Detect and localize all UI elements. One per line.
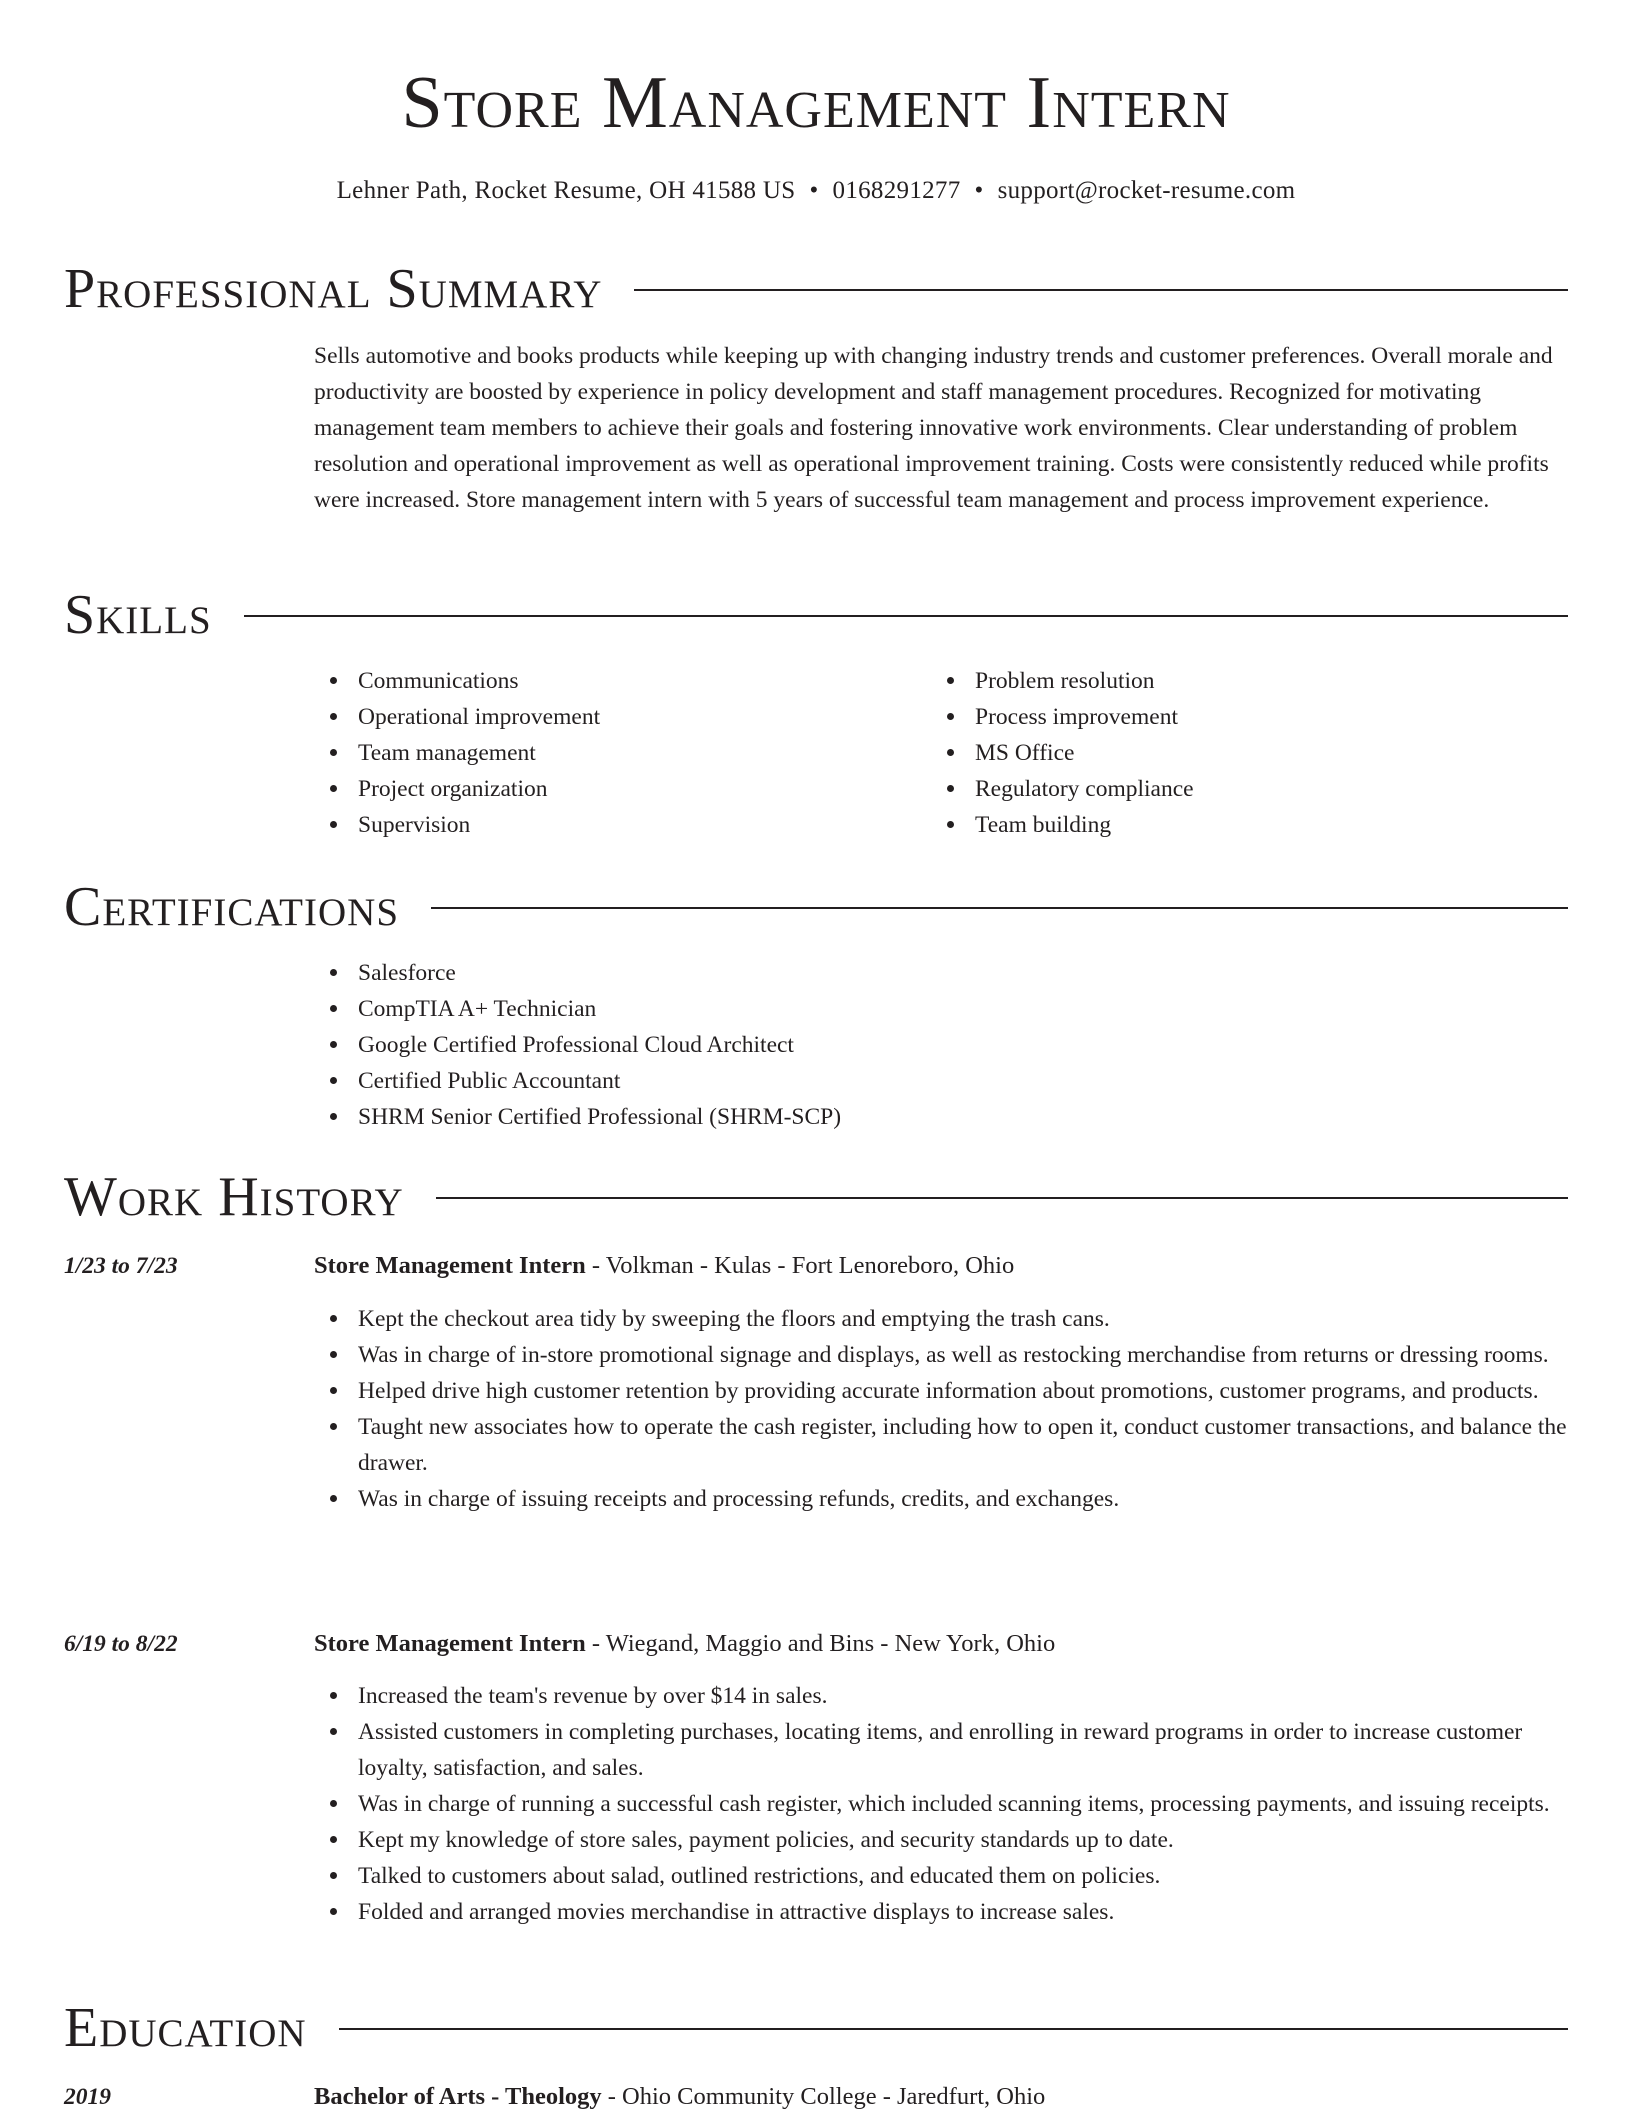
job-bullet-text: Folded and arranged movies merchandise in attractive displays to increase sales. — [358, 1899, 1115, 1925]
work-heading: Work History — [64, 1166, 404, 1228]
education-degree: Bachelor of Arts - Theology — [314, 2083, 602, 2110]
bullet-icon — [330, 1692, 337, 1699]
certification-label: Google Certified Professional Cloud Architect — [358, 1032, 794, 1058]
skill-label: Team management — [358, 740, 536, 766]
bullet-icon — [330, 1315, 337, 1322]
bullet-icon — [330, 1005, 337, 1012]
bullet-icon — [330, 969, 337, 976]
job-heading — [314, 1626, 1570, 1662]
job-bullet — [314, 1373, 1570, 1409]
job-dates: 6/19 to 8/22 — [64, 1631, 178, 1657]
job-bullet — [314, 1301, 1570, 1337]
skill-label: Problem resolution — [975, 668, 1155, 694]
job-bullet-text: Increased the team's revenue by over $14 in sales. — [358, 1683, 828, 1709]
skill-label: Regulatory compliance — [975, 776, 1194, 802]
section-divider — [244, 615, 1568, 617]
bullet-icon — [330, 1800, 337, 1807]
job-bullet-text: Taught new associates how to operate the cash register, including how to open it, conduct customer transactions, and balance the drawer. — [358, 1414, 1567, 1476]
bullet-icon — [330, 1495, 337, 1502]
bullet-icon — [947, 785, 954, 792]
skill-label: Communications — [358, 668, 519, 694]
skills-list-left — [314, 663, 914, 843]
bullet-icon — [947, 821, 954, 828]
certification-label: CompTIA A+ Technician — [358, 996, 597, 1022]
job-details: - Wiegand, Maggio and Bins - New York, Ohio — [585, 1630, 1056, 1657]
bullet-icon — [947, 677, 954, 684]
certification-item — [314, 955, 1570, 991]
job-bullets — [314, 1301, 1570, 1517]
job-dates: 1/23 to 7/23 — [64, 1253, 178, 1279]
education-entry — [314, 2079, 1570, 2115]
contact-separator: • — [809, 177, 819, 204]
resume-title: Store Management Intern — [401, 62, 1231, 144]
skill-label: MS Office — [975, 740, 1075, 766]
job-bullet — [314, 1822, 1570, 1858]
skills-list-right — [931, 663, 1531, 843]
job-bullet-text: Kept the checkout area tidy by sweeping the floors and emptying the trash cans. — [358, 1306, 1110, 1332]
job-bullet-text: Was in charge of issuing receipts and processing refunds, credits, and exchanges. — [358, 1486, 1120, 1512]
certifications-list — [314, 955, 1570, 1135]
skill-item — [314, 807, 914, 843]
contact-phone: 0168291277 — [832, 177, 961, 204]
certification-item — [314, 1063, 1570, 1099]
bullet-icon — [330, 1387, 337, 1394]
skill-item — [931, 807, 1531, 843]
job-bullet-text: Helped drive high customer retention by providing accurate information about promotions, customer programs, and products. — [358, 1378, 1539, 1404]
skill-item — [314, 735, 914, 771]
bullet-icon — [330, 1113, 337, 1120]
bullet-icon — [330, 1836, 337, 1843]
skill-item — [931, 699, 1531, 735]
work-section-header — [64, 1166, 1568, 1228]
bullet-icon — [330, 1423, 337, 1430]
certification-label: SHRM Senior Certified Professional (SHRM-SCP) — [358, 1104, 842, 1130]
bullet-icon — [330, 1908, 337, 1915]
skill-label: Process improvement — [975, 704, 1178, 730]
summary-section-header — [64, 258, 1568, 320]
skill-label: Operational improvement — [358, 704, 601, 730]
summary-text: Sells automotive and books products while keeping up with changing industry trends and customer preferences. Overall morale and productivity are boosted by experience in policy development and staff management procedures. Recognized for motivating management team members to achieve their goals and fostering innovative work environments. Clear understanding of problem resolution and operational improvement as well as operational improvement training. Costs were consistently reduced while profits were increased. Store management intern with 5 years of successful team management and process improvement experience. — [314, 343, 1553, 513]
job-bullets — [314, 1678, 1570, 1930]
bullet-icon — [330, 677, 337, 684]
contact-email: support@rocket-resume.com — [997, 177, 1296, 204]
job-bullet-text: Was in charge of running a successful cash register, which included scanning items, processing payments, and issuing receipts. — [358, 1791, 1550, 1817]
skill-item — [931, 771, 1531, 807]
skills-section-header — [64, 584, 1568, 646]
education-section-header — [64, 1997, 1568, 2059]
skill-item — [314, 771, 914, 807]
education-details: - Ohio Community College - Jaredfurt, Ohio — [601, 2083, 1046, 2110]
job-bullet — [314, 1337, 1570, 1373]
bullet-icon — [947, 713, 954, 720]
job-bullet-text: Talked to customers about salad, outlined restrictions, and educated them on policies. — [358, 1863, 1161, 1889]
job-bullet — [314, 1858, 1570, 1894]
certification-label: Certified Public Accountant — [358, 1068, 621, 1094]
bullet-icon — [947, 749, 954, 756]
certification-item — [314, 1027, 1570, 1063]
summary-heading: Professional Summary — [64, 258, 603, 320]
bullet-icon — [330, 1728, 337, 1735]
certification-item — [314, 991, 1570, 1027]
bullet-icon — [330, 713, 337, 720]
bullet-icon — [330, 749, 337, 756]
skill-label: Supervision — [358, 812, 471, 838]
skill-item — [931, 663, 1531, 699]
certifications-section-header — [64, 876, 1568, 938]
certifications-heading: Certifications — [64, 876, 400, 938]
bullet-icon — [330, 1041, 337, 1048]
bullet-icon — [330, 1077, 337, 1084]
contact-address: Lehner Path, Rocket Resume, OH 41588 US — [336, 177, 796, 204]
skill-item — [314, 699, 914, 735]
section-divider — [634, 289, 1568, 291]
section-divider — [339, 2028, 1568, 2030]
job-bullet — [314, 1786, 1570, 1822]
job-bullet — [314, 1481, 1570, 1517]
job-heading — [314, 1248, 1570, 1284]
job-bullet-text: Kept my knowledge of store sales, payment policies, and security standards up to date. — [358, 1827, 1174, 1853]
job-bullet — [314, 1894, 1570, 1930]
skill-item — [314, 663, 914, 699]
skills-heading: Skills — [64, 584, 212, 646]
job-bullet — [314, 1409, 1570, 1481]
skill-item — [931, 735, 1531, 771]
job-bullet — [314, 1714, 1570, 1786]
contact-separator: • — [974, 177, 984, 204]
job-details: - Volkman - Kulas - Fort Lenoreboro, Ohio — [585, 1252, 1015, 1279]
bullet-icon — [330, 1351, 337, 1358]
job-bullet-text: Assisted customers in completing purchases, locating items, and enrolling in reward programs in order to increase customer loyalty, satisfaction, and sales. — [358, 1719, 1523, 1781]
bullet-icon — [330, 785, 337, 792]
bullet-icon — [330, 1872, 337, 1879]
skill-label: Team building — [975, 812, 1112, 838]
job-title: Store Management Intern — [314, 1252, 586, 1279]
section-divider — [436, 1197, 1568, 1199]
certification-label: Salesforce — [358, 960, 456, 986]
job-title: Store Management Intern — [314, 1630, 586, 1657]
job-bullet-text: Was in charge of in-store promotional signage and displays, as well as restocking merchandise from returns or dressing rooms. — [358, 1342, 1549, 1368]
job-bullet — [314, 1678, 1570, 1714]
skill-label: Project organization — [358, 776, 548, 802]
bullet-icon — [330, 821, 337, 828]
contact-line — [0, 176, 1632, 206]
education-heading: Education — [64, 1997, 307, 2059]
certification-item — [314, 1099, 1570, 1135]
education-year: 2019 — [64, 2084, 111, 2110]
section-divider — [431, 907, 1568, 909]
